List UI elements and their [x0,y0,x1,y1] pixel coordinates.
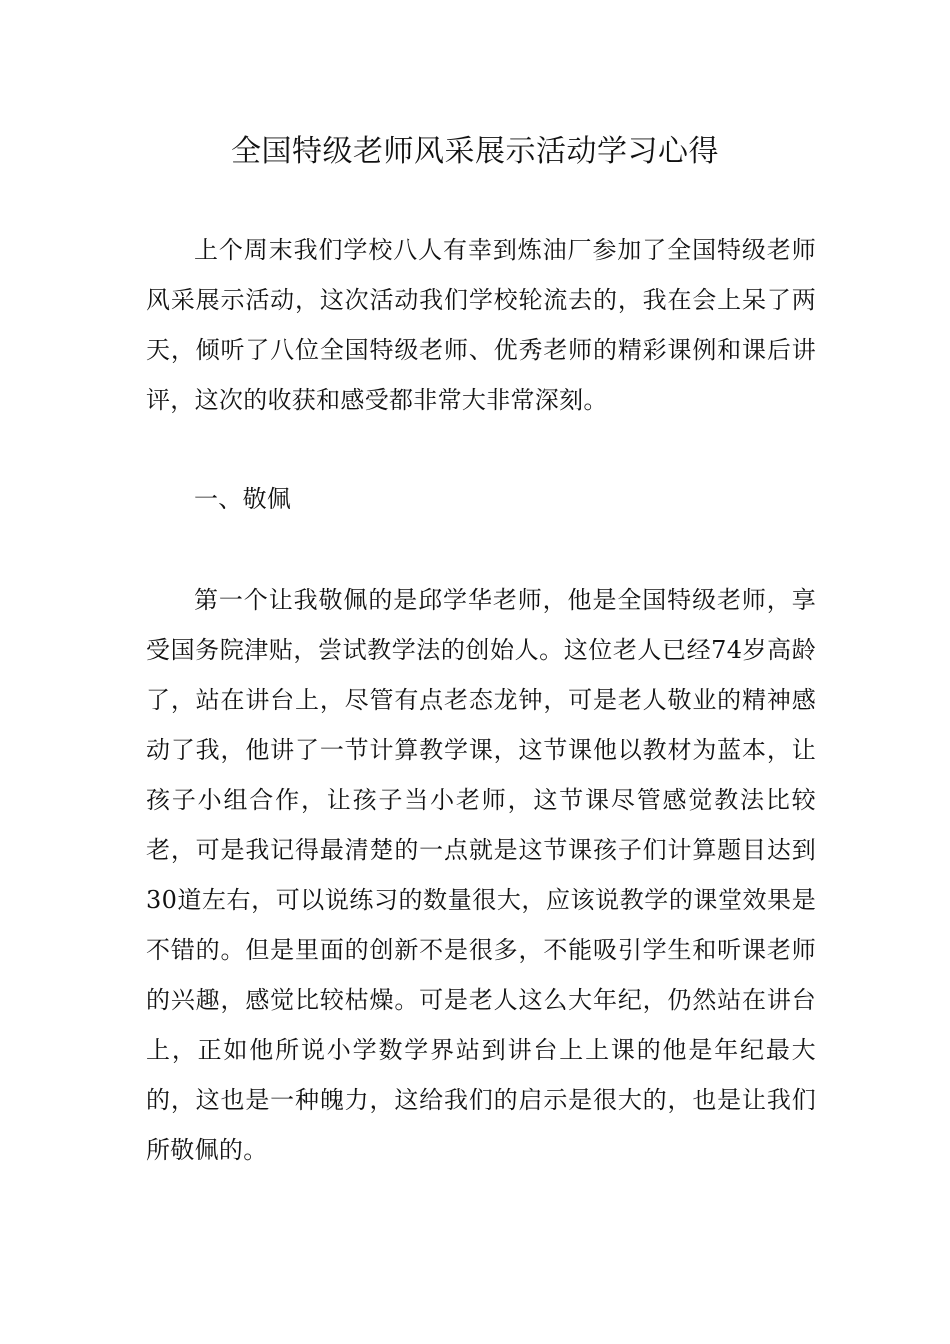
document-title: 全国特级老师风采展示活动学习心得 [231,134,719,169]
body-paragraph-qiu-xuehua: 第一个让我敬佩的是邱学华老师，他是全国特级老师，享受国务院津贴，尝试教学法的创始人。这位老人已经74岁高龄了，站在讲台上，尽管有点老态龙钟，可是老人敬业的精神感动了我，他讲了一节计算教学课，这节课他以教材为蓝本，让孩子小组合作，让孩子当小老师，这节课尽管感觉教法比较老，可是我记得最清楚的一点就是这节课孩子们计算题目达到30道左右，可以说练习的数量很大，应该说教学的课堂效果是不错的。但是里面的创新不是很多，不能吸引学生和听课老师的兴趣，感觉比较枯燥。可是老人这么大年纪，仍然站在讲台上，正如他所说小学数学界站到讲台上上课的他是年纪最大的，这也是一种魄力，这给我们的启示是很大的，也是让我们所敬佩的。 [146,586,816,1164]
section-heading-admiration: 一、敬佩 [194,485,292,513]
intro-paragraph: 上个周末我们学校八人有幸到炼油厂参加了全国特级老师风采展示活动，这次活动我们学校轮流去的，我在会上呆了两天，倾听了八位全国特级老师、优秀老师的精彩课例和课后讲评，这次的收获和感受都非常大非常深刻。 [146,236,816,414]
